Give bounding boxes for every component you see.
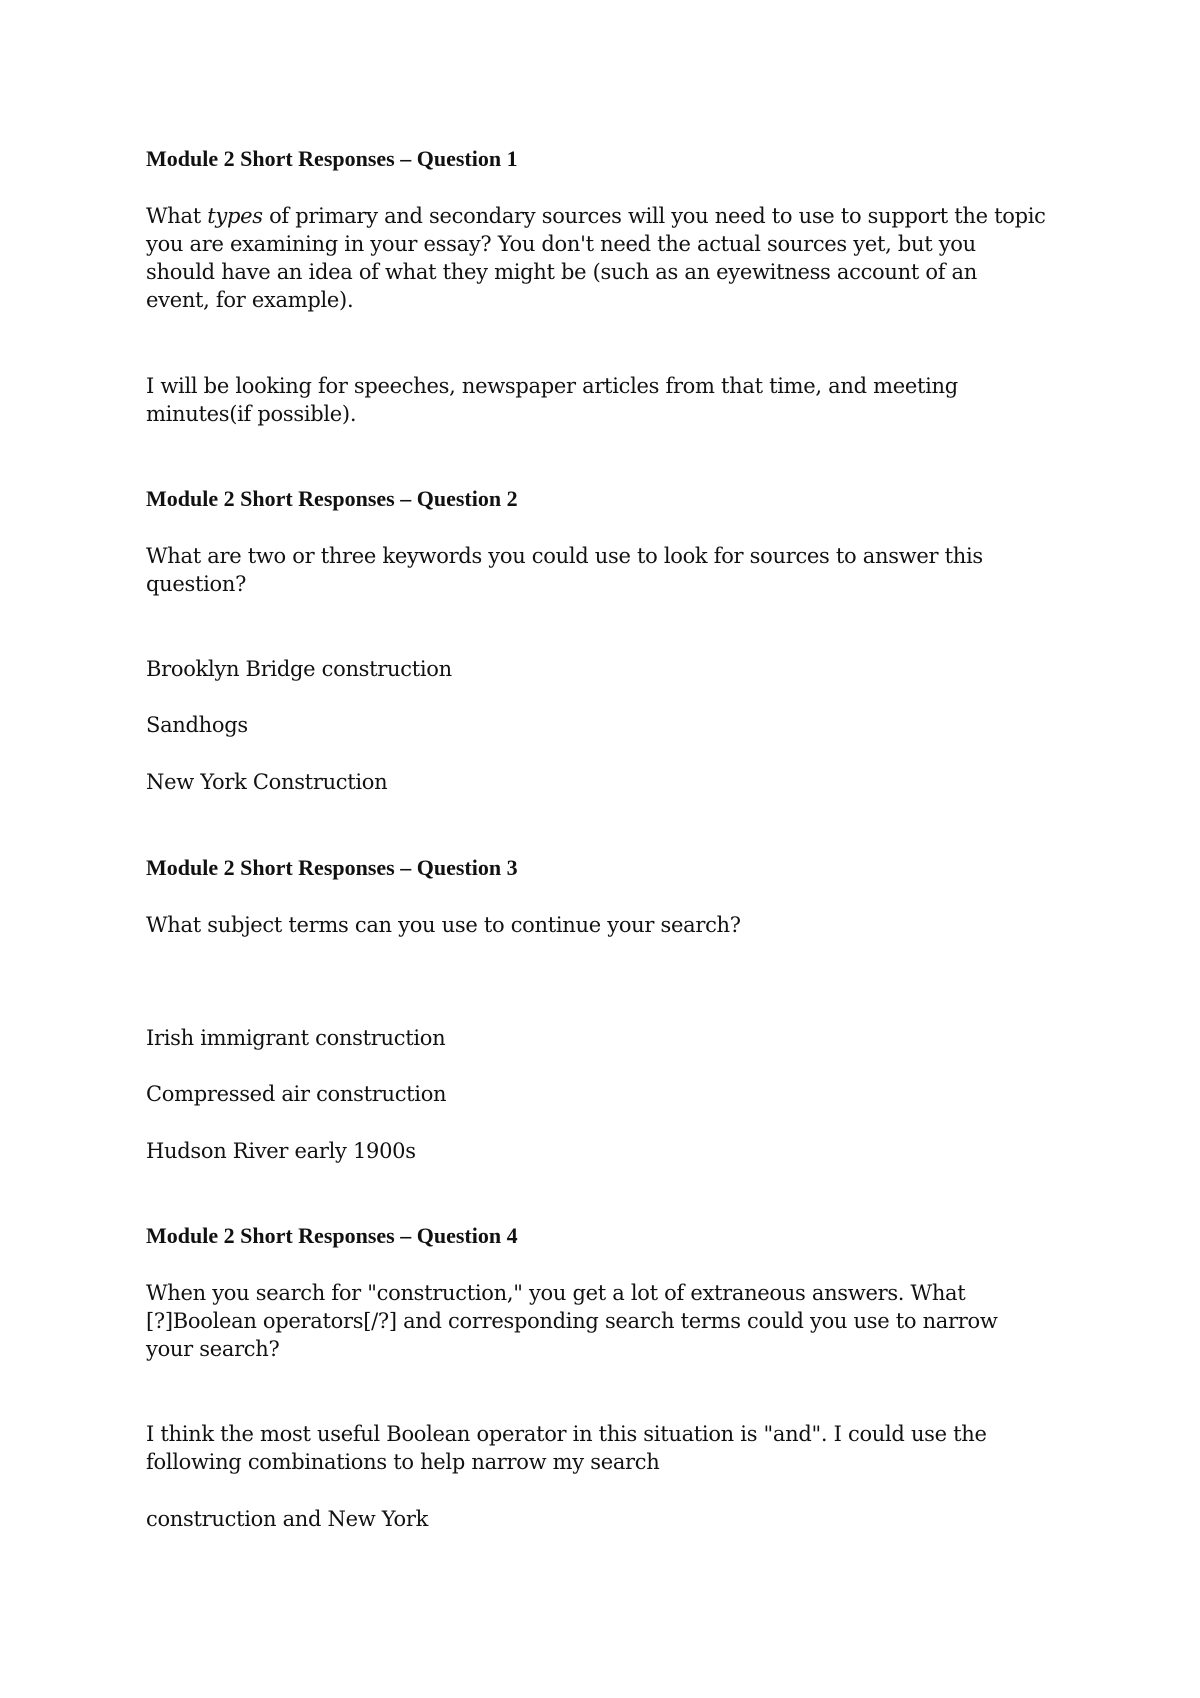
question-2-answer-3: New York Construction	[146, 770, 388, 794]
question-1-text-start: What	[146, 204, 208, 228]
question-2-text: What are two or three keywords you could use to look for sources to answer this question?	[146, 544, 983, 596]
question-1-answer: I will be looking for speeches, newspaper articles from that time, and meeting minutes(if possible).	[146, 374, 958, 426]
question-1-text-end: of primary and secondary sources will you need to use to support the topic you are examining in your essay? You don't need the actual sources yet, but you should have an idea of what they might be (such as an eyewitness account of an event, for example).	[146, 204, 1046, 312]
question-1-text	[146, 202, 1046, 314]
question-4-answer-2: construction and New York	[146, 1507, 429, 1531]
question-3-text: What subject terms can you use to continue your search?	[146, 913, 741, 937]
question-2-answer-1: Brooklyn Bridge construction	[146, 657, 452, 681]
question-1-emphasis: types	[207, 204, 263, 228]
question-2-answer-2: Sandhogs	[146, 713, 248, 737]
question-4-answer-1: I think the most useful Boolean operator in this situation is "and". I could use the following combinations to help narrow my search	[146, 1422, 987, 1474]
question-3-answer-2: Compressed air construction	[146, 1082, 447, 1106]
question-3-answer-1: Irish immigrant construction	[146, 1026, 446, 1050]
question-2-heading: Module 2 Short Responses – Question 2	[146, 486, 518, 511]
question-1-heading: Module 2 Short Responses – Question 1	[146, 146, 518, 171]
question-4-heading: Module 2 Short Responses – Question 4	[146, 1223, 518, 1248]
question-3-answer-3: Hudson River early 1900s	[146, 1139, 416, 1163]
question-3-heading: Module 2 Short Responses – Question 3	[146, 855, 518, 880]
question-4-text: When you search for "construction," you get a lot of extraneous answers. What [?]Boolean operators[/?] and corresponding search terms could you use to narrow your search?	[146, 1281, 998, 1361]
